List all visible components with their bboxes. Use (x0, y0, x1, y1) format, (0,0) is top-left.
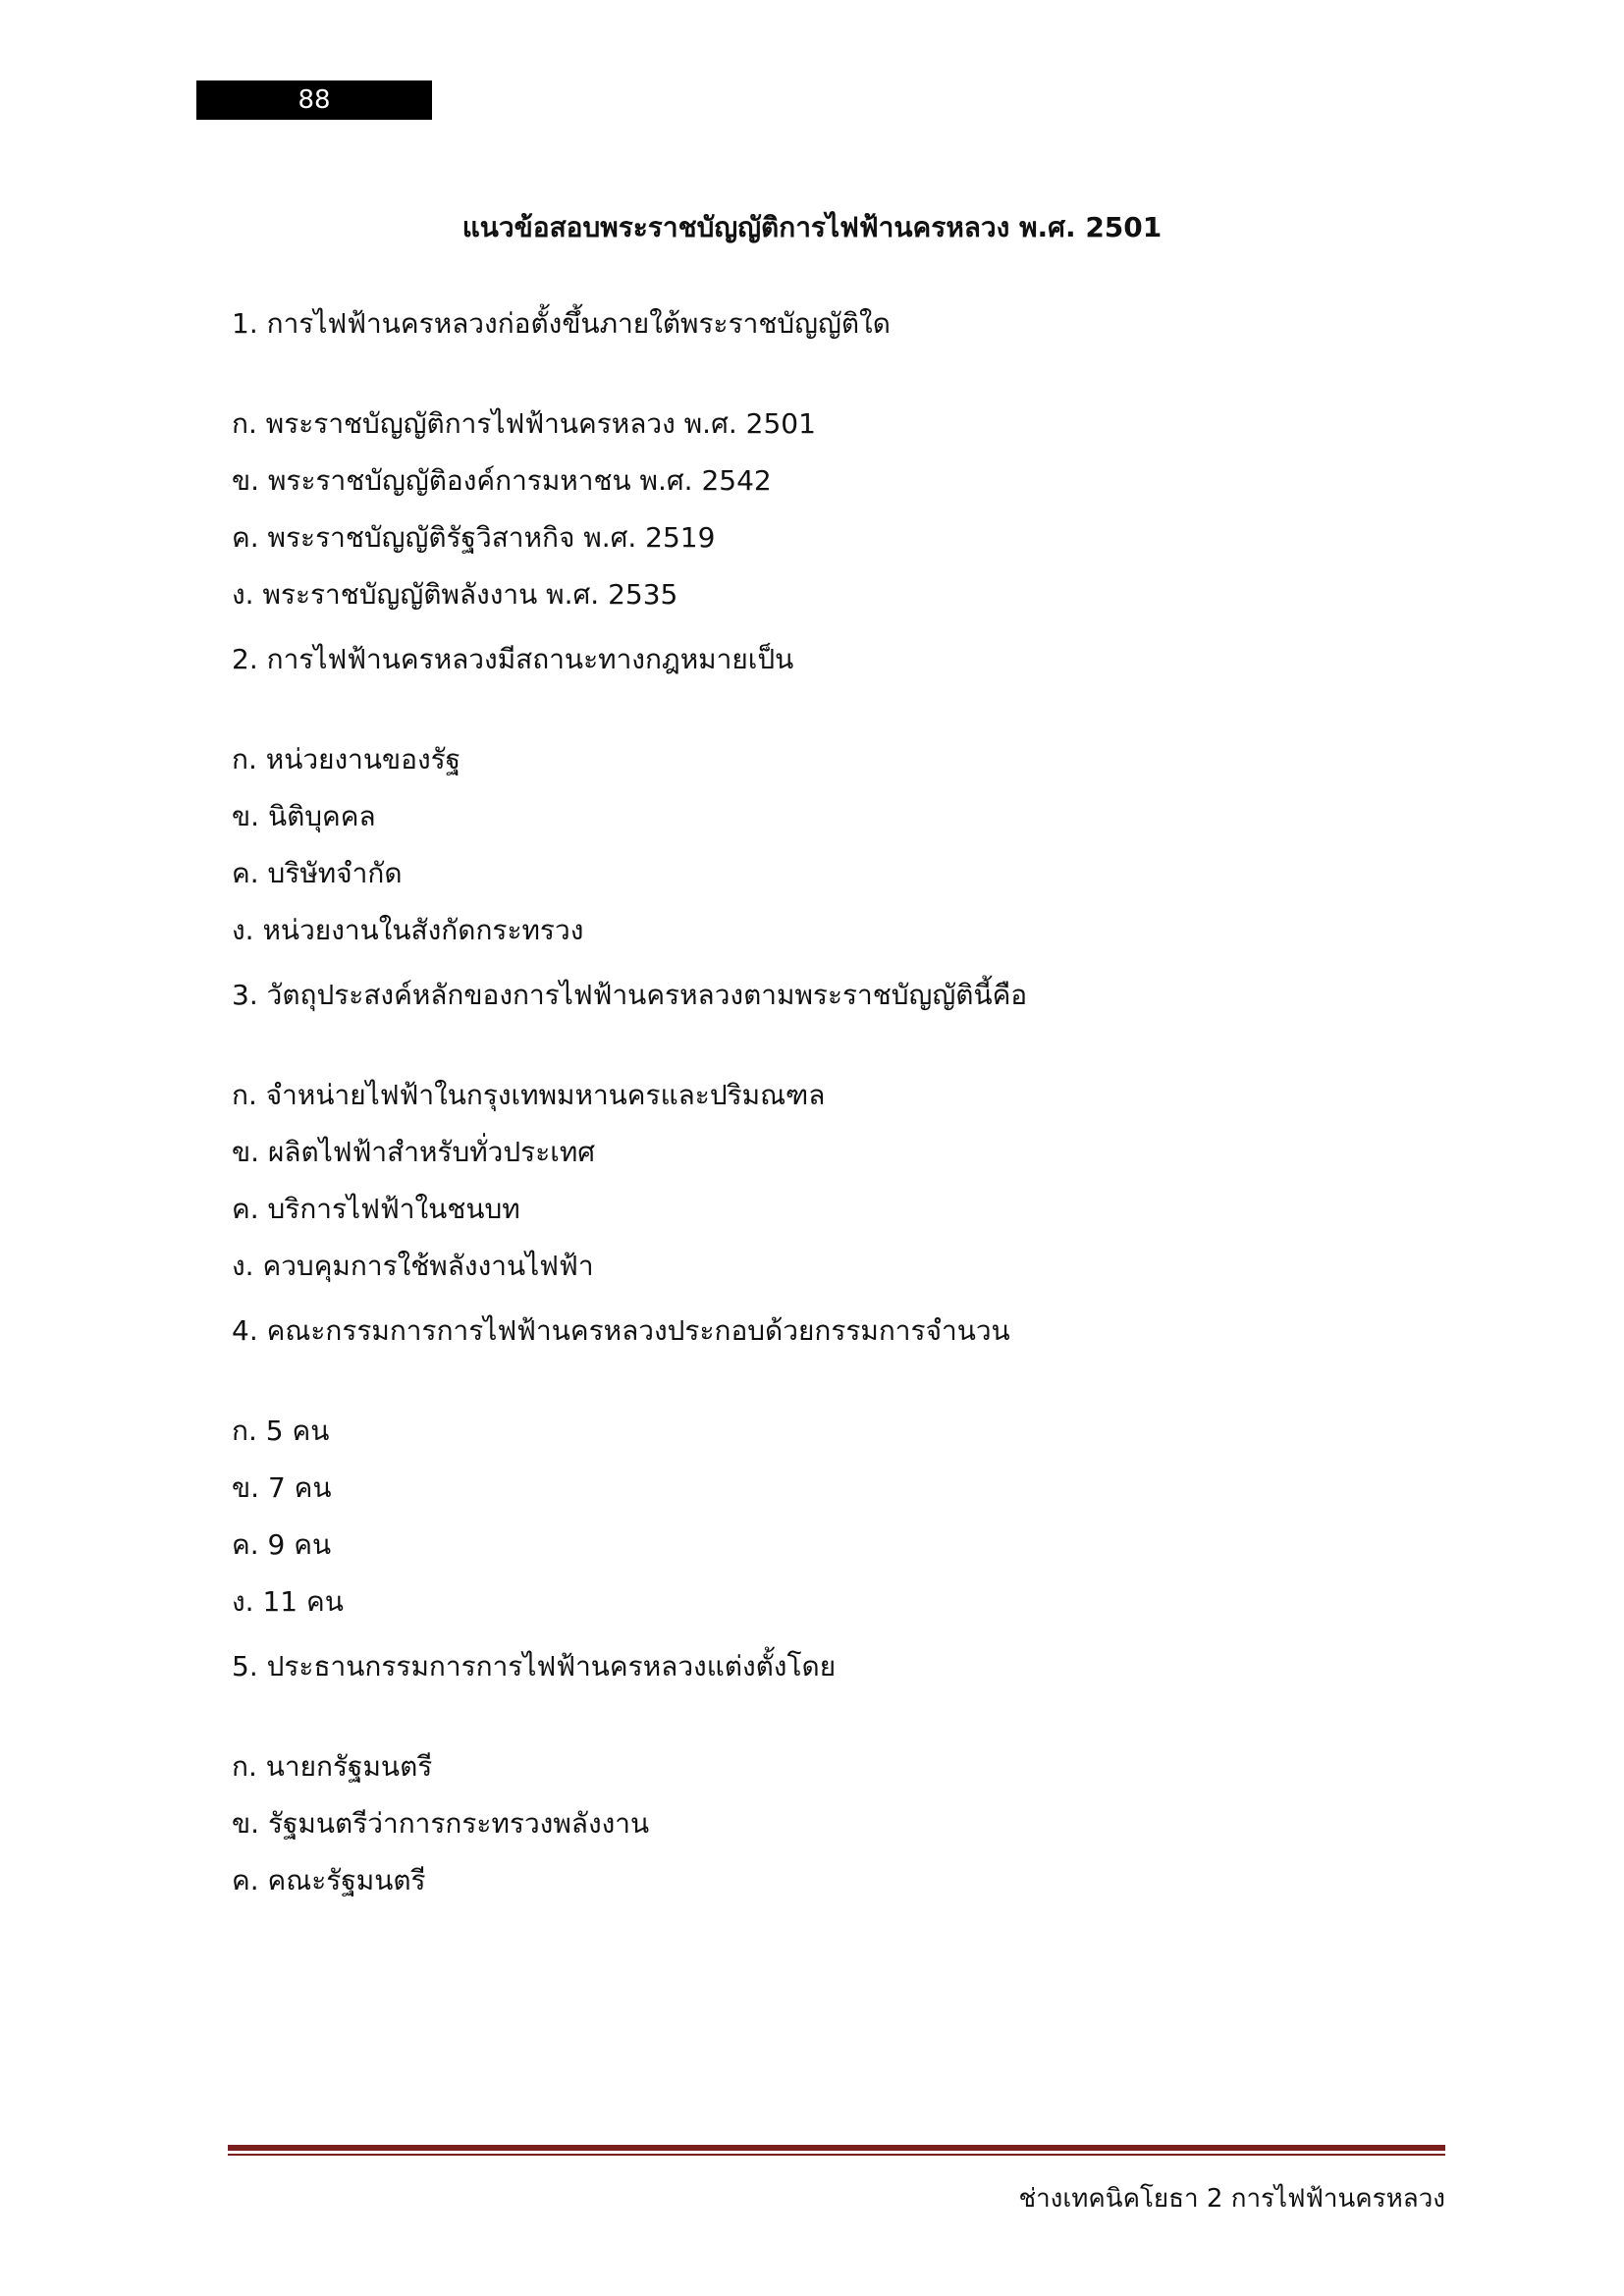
question-text: 1. การไฟฟ้านครหลวงก่อตั้งขึ้นภายใต้พระราชบัญญัติใด (232, 307, 891, 340)
answer-option: ก. พระราชบัญญัติการไฟฟ้านครหลวง พ.ศ. 2501 (232, 407, 816, 440)
answer-option: ง. พระราชบัญญัติพลังงาน พ.ศ. 2535 (232, 578, 678, 611)
answer-option: ค. บริการไฟฟ้าในชนบท (232, 1193, 520, 1225)
answer-option: ข. นิติบุคคล (232, 800, 376, 832)
footer-divider (228, 2145, 1445, 2151)
answer-option: ค. 9 คน (232, 1528, 332, 1561)
answer-option: ข. พระราชบัญญัติองค์การมหาชน พ.ศ. 2542 (232, 464, 772, 497)
answer-option: ข. รัฐมนตรีว่าการกระทรวงพลังงาน (232, 1807, 650, 1840)
answer-option: ง. 11 คน (232, 1585, 344, 1618)
answer-option: ค. บริษัทจำกัด (232, 857, 403, 889)
question-1 (232, 304, 1430, 614)
document-title: แนวข้อสอบพระราชบัญญัติการไฟฟ้านครหลวง พ.ศ. 2501 (461, 211, 1163, 243)
answer-option: ข. ผลิตไฟฟ้าสำหรับทั่วประเทศ (232, 1136, 596, 1168)
question-4 (232, 1311, 1430, 1622)
question-3 (232, 976, 1430, 1286)
answer-option: ข. 7 คน (232, 1471, 332, 1504)
answer-option: ค. พระราชบัญญัติรัฐวิสาหกิจ พ.ศ. 2519 (232, 521, 716, 554)
question-5 (232, 1647, 1430, 1900)
answer-option: ง. ควบคุมการใช้พลังงานไฟฟ้า (232, 1250, 594, 1282)
footer-divider-thin (228, 2154, 1445, 2156)
question-list (232, 304, 1430, 1926)
question-text: 4. คณะกรรมการการไฟฟ้านครหลวงประกอบด้วยกรรมการจำนวน (232, 1314, 1010, 1347)
question-2 (232, 640, 1430, 950)
answer-option: ก. จำหน่ายไฟฟ้าในกรุงเทพมหานครและปริมณฑล (232, 1079, 826, 1111)
question-text: 2. การไฟฟ้านครหลวงมีสถานะทางกฎหมายเป็น (232, 643, 794, 675)
question-text: 3. วัตถุประสงค์หลักของการไฟฟ้านครหลวงตามพระราชบัญญัตินี้คือ (232, 979, 1028, 1011)
answer-option: ง. หน่วยงานในสังกัดกระทรวง (232, 914, 584, 946)
answer-option: ค. คณะรัฐมนตรี (232, 1864, 426, 1896)
answer-option: ก. หน่วยงานของรัฐ (232, 743, 461, 775)
answer-option: ก. นายกรัฐมนตรี (232, 1750, 433, 1783)
page-number: 88 (196, 80, 432, 120)
answer-option: ก. 5 คน (232, 1415, 330, 1447)
question-text: 5. ประธานกรรมการการไฟฟ้านครหลวงแต่งตั้งโดย (232, 1650, 837, 1682)
footer-caption: ช่างเทคนิคโยธา 2 การไฟฟ้านครหลวง (1018, 2184, 1445, 2214)
